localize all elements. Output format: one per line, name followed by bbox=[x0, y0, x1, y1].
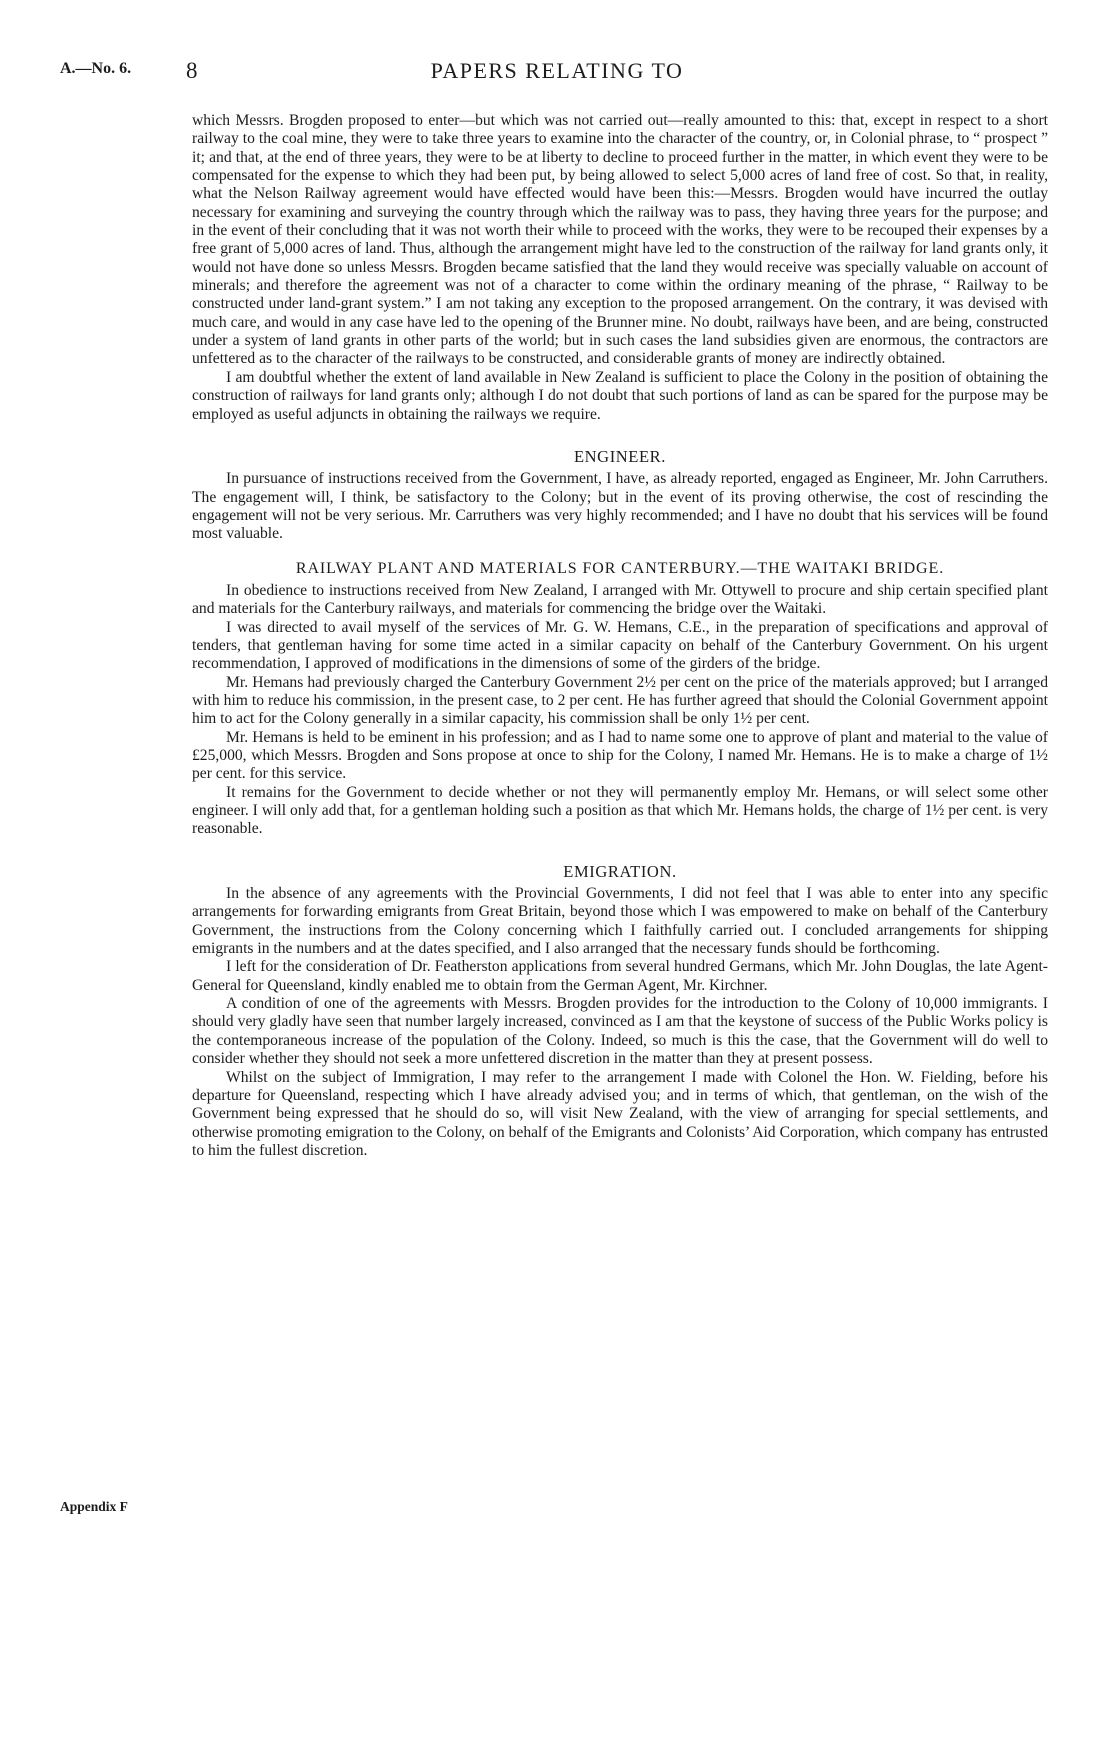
paragraph: It remains for the Government to decide whether or not they will permanently employ Mr. Hemans, or will select some other engineer. I will only add that, for a gentleman holding such a position as that which Mr. Hemans holds, the charge of 1½ per cent. is very reasonable. bbox=[192, 783, 1048, 838]
section-emigration bbox=[192, 863, 1048, 1161]
section-continuation bbox=[192, 112, 1048, 424]
paragraph: which Messrs. Brogden proposed to enter—but which was not carried out—really amounted to this: that, except in respect to a short railway to the coal mine, they were to take three years to examine into the character of the country, or, in Colonial phrase, to “ prospect ” it; and that, at the end of three years, they were to be at liberty to decline to proceed further in the matter, in which event they were to be compensated for the expense to which they had been put, by being allowed to select 5,000 acres of land free of cost. So that, in reality, what the Nelson Railway agreement would have effected would have been this:—Messrs. Brogden would have incurred the outlay necessary for examining and surveying the country through which the railway was to pass, they having three years for the purpose; and in the event of their concluding that it was not worth their while to proceed with the works, they were to be recouped their expenses by a free grant of 5,000 acres of land. Thus, although the arrangement might have led to the construction of the railway for land grants only, it would not have done so unless Messrs. Brogden became satisfied that the land they would receive was specially valuable on account of minerals; and therefore the agreement was not of a character to come within the ordinary meaning of the phrase, “ Railway to be constructed under land-grant system.” I am not taking any exception to the proposed arrangement. On the contrary, it was devised with much care, and would in any case have led to the opening of the Brunner mine. No doubt, railways have been, and are being, constructed under a system of land grants in other parts of the world; but in such cases the land subsidies given are enormous, the contractors are unfettered as to the character of the railways to be constructed, and considerable grants of money are indirectly obtained. bbox=[192, 112, 1048, 368]
section-railway-plant bbox=[192, 560, 1048, 839]
section-heading: RAILWAY PLANT AND MATERIALS FOR CANTERBURY.—THE WAITAKI BRIDGE. bbox=[295, 559, 945, 577]
section-heading: ENGINEER. bbox=[573, 446, 666, 466]
paragraph: I was directed to avail myself of the services of Mr. G. W. Hemans, C.E., in the preparation of specifications and approval of tenders, that gentleman having for some time acted in a similar capacity on behalf of the Canterbury Government. On his urgent recommendation, I approved of modifications in the dimensions of some of the girders of the bridge. bbox=[192, 618, 1048, 673]
paragraph: I left for the consideration of Dr. Featherston applications from several hundred Germans, which Mr. John Douglas, the late Agent-General for Queensland, kindly enabled me to obtain from the German Agent, Mr. Kirchner. bbox=[192, 958, 1048, 994]
section-engineer bbox=[192, 448, 1048, 544]
paragraph: A condition of one of the agreements with Messrs. Brogden provides for the introduction to the Colony of 10,000 immigrants. I should very gladly have seen that number largely increased, convinced as I am that the keystone of success of the Public Works policy is the contemporaneous increase of the population of the Colony. Indeed, so much is this the case, that the Government will do well to consider whether they should not seek a more unfettered discretion in the matter than they at present possess. bbox=[192, 995, 1048, 1068]
paragraph: Whilst on the subject of Immigration, I may refer to the arrangement I made with Colonel the Hon. W. Fielding, before his departure for Queensland, respecting which I have already advised you; and in terms of which, that gentleman, on the wish of the Government being expressed that he should do so, will visit New Zealand, with the view of arranging for special settlements, and otherwise promoting emigration to the Colony, on behalf of the Emigrants and Colonists’ Aid Corporation, which company has entrusted to him the fullest discretion. bbox=[192, 1068, 1048, 1159]
paragraph: I am doubtful whether the extent of land available in New Zealand is sufficient to place the Colony in the position of obtaining the construction of railways for land grants only; although I do not doubt that such portions of land as can be spared for the purpose may be employed as useful adjuncts in obtaining the railways we require. bbox=[192, 368, 1048, 423]
paragraph: In obedience to instructions received from New Zealand, I arranged with Mr. Ottywell to procure and ship certain specified plant and materials for the Canterbury railways, and materials for commencing the bridge over the Waitaki. bbox=[192, 581, 1048, 618]
document-reference: A.—No. 6. bbox=[60, 60, 132, 77]
section-heading: EMIGRATION. bbox=[563, 861, 677, 881]
paragraph: Mr. Hemans had previously charged the Canterbury Government 2½ per cent on the price of the materials approved; but I arranged with him to reduce his commission, in the present case, to 2 per cent. He has further agreed that should the Colonial Government appoint him to act for the Colony generally in a similar capacity, his commission shall be only 1½ per cent. bbox=[192, 673, 1048, 728]
paragraph: In the absence of any agreements with the Provincial Governments, I did not feel that I was able to enter into any specific arrangements for forwarding emigrants from Great Britain, beyond those which I was empowered to make on behalf of the Canterbury Government, the instructions from the Colony concerning which I faithfully carried out. I concluded arrangements for shipping emigrants in the numbers and at the dates specified, and I also arranged that the necessary funds should be forthcoming. bbox=[192, 885, 1048, 958]
paragraph: In pursuance of instructions received from the Government, I have, as already reported, engaged as Engineer, Mr. John Carruthers. The engagement will, I think, be satisfactory to the Colony; but in the event of its proving otherwise, the cost of rescinding the engagement will not be very serious. Mr. Carruthers was very highly recommended; and I have no doubt that his services will be found most valuable. bbox=[192, 470, 1048, 543]
document-body bbox=[192, 112, 1048, 1160]
margin-note-appendix: Appendix F bbox=[60, 1499, 128, 1514]
running-title: PAPERS RELATING TO bbox=[430, 58, 684, 83]
page-number: 8 bbox=[186, 58, 198, 83]
paragraph: Mr. Hemans is held to be eminent in his profession; and as I had to name some one to approve of plant and material to the value of £25,000, which Messrs. Brogden and Sons propose at once to ship for the Colony, I named Mr. Hemans. He is to make a charge of 1½ per cent. for this service. bbox=[192, 728, 1048, 783]
